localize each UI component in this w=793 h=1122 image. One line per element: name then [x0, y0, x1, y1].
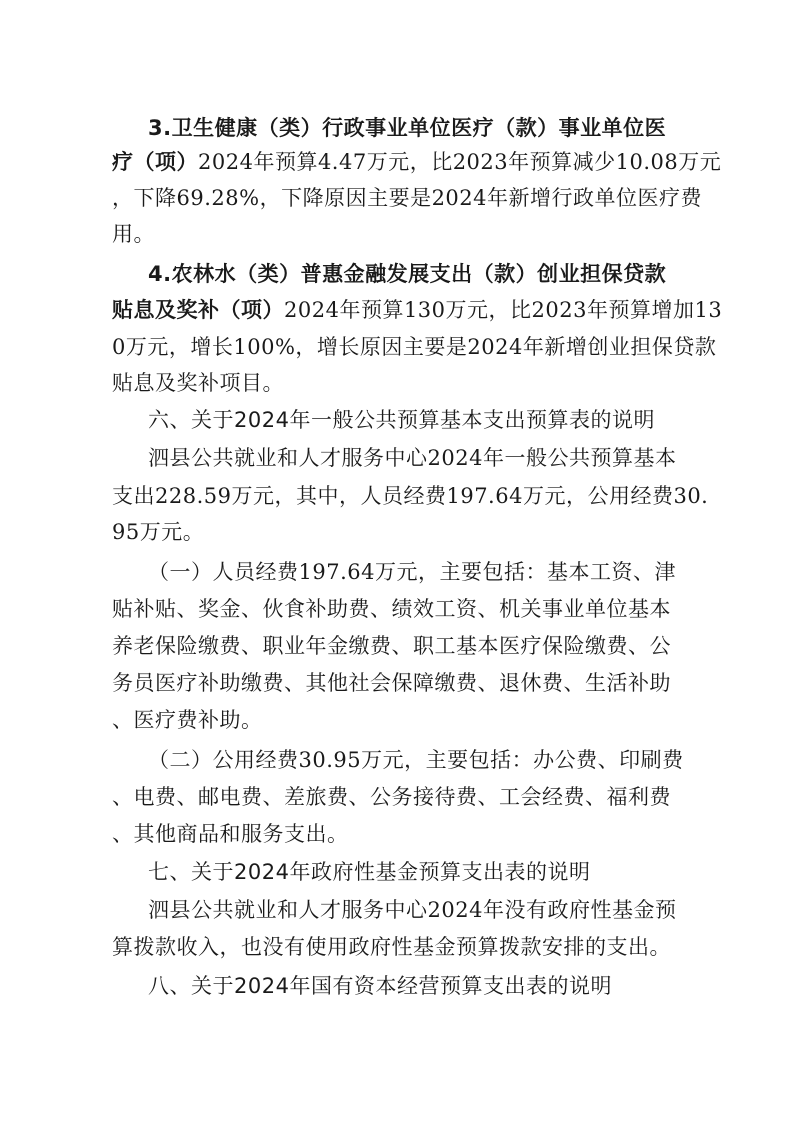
paragraph-4-heading-line-2: 贴息及奖补（项）: [112, 298, 284, 322]
paragraph-4-line-2: [112, 294, 722, 326]
section-7-body-line-2: 算拨款收入，也没有使用政府性基金预算拨款安排的支出。: [112, 935, 671, 959]
paragraph-3-body-line-2: 2024年预算4.47万元，比2023年预算减少10.08万元: [198, 150, 722, 174]
public-expense-line-2: 、电费、邮电费、差旅费、公务接待费、工会经费、福利费: [112, 785, 671, 809]
paragraph-3-line-2: [112, 146, 721, 178]
personnel-expense-line-2: 贴补贴、奖金、伙食补助费、绩效工资、机关事业单位基本: [112, 597, 671, 621]
paragraph-3-body-line-3: ，下降69.28%，下降原因主要是2024年新增行政单位医疗费: [112, 186, 703, 210]
paragraph-3-heading-line-2: 疗（项）: [112, 150, 198, 174]
section-7-heading: 七、关于2024年政府性基金预算支出表的说明: [148, 860, 591, 884]
public-expense-line-1: （二）公用经费30.95万元，主要包括：办公费、印刷费: [148, 748, 684, 772]
paragraph-3-body-line-4: 用。: [112, 222, 155, 246]
personnel-expense-line-4: 务员医疗补助缴费、其他社会保障缴费、退休费、生活补助: [112, 671, 671, 695]
personnel-expense-line-3: 养老保险缴费、职业年金缴费、职工基本医疗保险缴费、公: [112, 634, 671, 658]
paragraph-4-heading-line-1: 4.农林水（类）普惠金融发展支出（款）创业担保贷款: [148, 262, 667, 286]
paragraph-3-heading-line-1: 3.卫生健康（类）行政事业单位医疗（款）事业单位医: [148, 116, 667, 140]
personnel-expense-line-1: （一）人员经费197.64万元，主要包括：基本工资、津: [148, 560, 676, 584]
section-7-body-line-1: 泗县公共就业和人才服务中心2024年没有政府性基金预: [148, 898, 677, 922]
paragraph-4-body-line-4: 贴息及奖补项目。: [112, 371, 284, 395]
section-6-intro-line-3: 95万元。: [112, 520, 205, 544]
paragraph-4-body-line-3: 0万元，增长100%，增长原因主要是2024年新增创业担保贷款: [112, 335, 717, 359]
public-expense-line-3: 、其他商品和服务支出。: [112, 822, 349, 846]
section-6-heading: 六、关于2024年一般公共预算基本支出预算表的说明: [148, 408, 655, 432]
section-6-intro-line-1: 泗县公共就业和人才服务中心2024年一般公共预算基本: [148, 446, 677, 470]
paragraph-4-body-line-2: 2024年预算130万元，比2023年预算增加13: [284, 298, 723, 322]
personnel-expense-line-5: 、医疗费补助。: [112, 708, 263, 732]
section-6-intro-line-2: 支出228.59万元，其中，人员经费197.64万元，公用经费30.: [112, 484, 709, 508]
section-8-heading: 八、关于2024年国有资本经营预算支出表的说明: [148, 974, 612, 998]
